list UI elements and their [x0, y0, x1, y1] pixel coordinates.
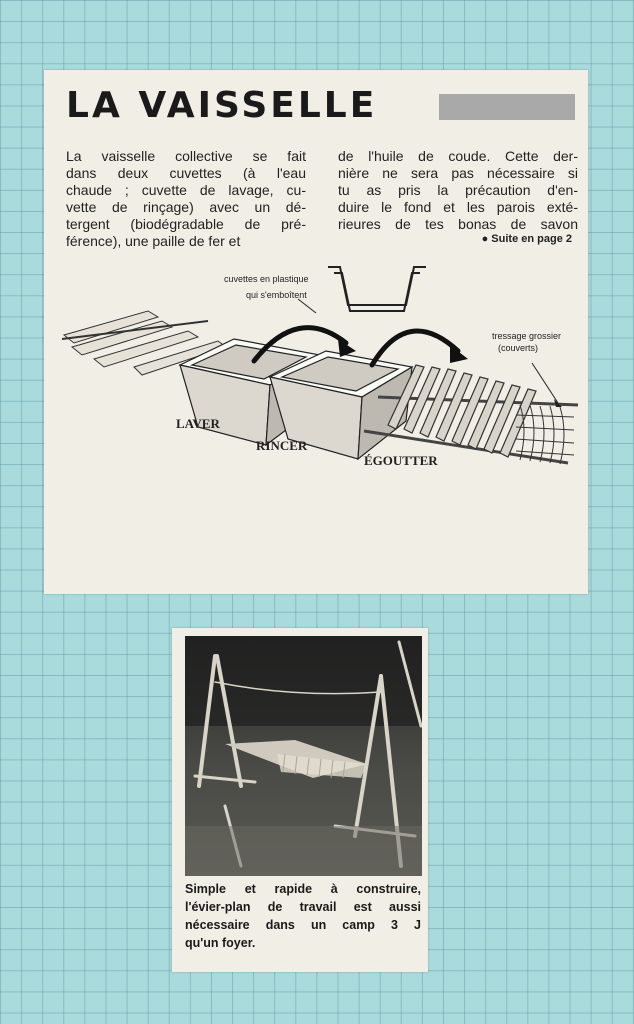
stacked-basins-icon	[328, 267, 426, 311]
text-column-right: de l'huile de coude. Cette der- nière ne sera pas nécessaire si tu as pris la précaution d'en- duire le fond et les parois exté- rieures de tes bonas de savon	[338, 148, 578, 232]
label-cuvettes-2: qui s'emboîtent	[246, 290, 307, 300]
label-egoutter: ÉGOUTTER	[364, 453, 438, 468]
photo-clipping	[172, 628, 428, 972]
continued-note: ● Suite en page 2	[481, 233, 572, 245]
dishwashing-illustration	[58, 255, 578, 495]
label-cuvettes-1: cuvettes en plastique	[224, 274, 309, 284]
label-tressage-1: tressage grossier	[492, 331, 562, 341]
title-gray-bar	[439, 94, 575, 120]
photo-caption: Simple et rapide à construire, l'évier-plan de travail est aussi nécessaire dans un camp 3 J qu'un foyer.	[185, 882, 421, 950]
article-clipping	[44, 70, 588, 594]
label-tressage-2: (couverts)	[498, 343, 539, 353]
article-title: LA VAISSELLE	[66, 85, 378, 126]
camp-sink-photo	[185, 636, 422, 876]
text-column-left: La vaisselle collective se fait dans deux cuvettes (à l'eau chaude ; cuvette de lavage, cu- vette de rinçage) avec un dé- tergent (biodégradable de pré- férence), une paille de fer et	[66, 148, 306, 249]
label-laver: LAVER	[176, 416, 220, 431]
label-rincer: RINCER	[256, 438, 308, 453]
